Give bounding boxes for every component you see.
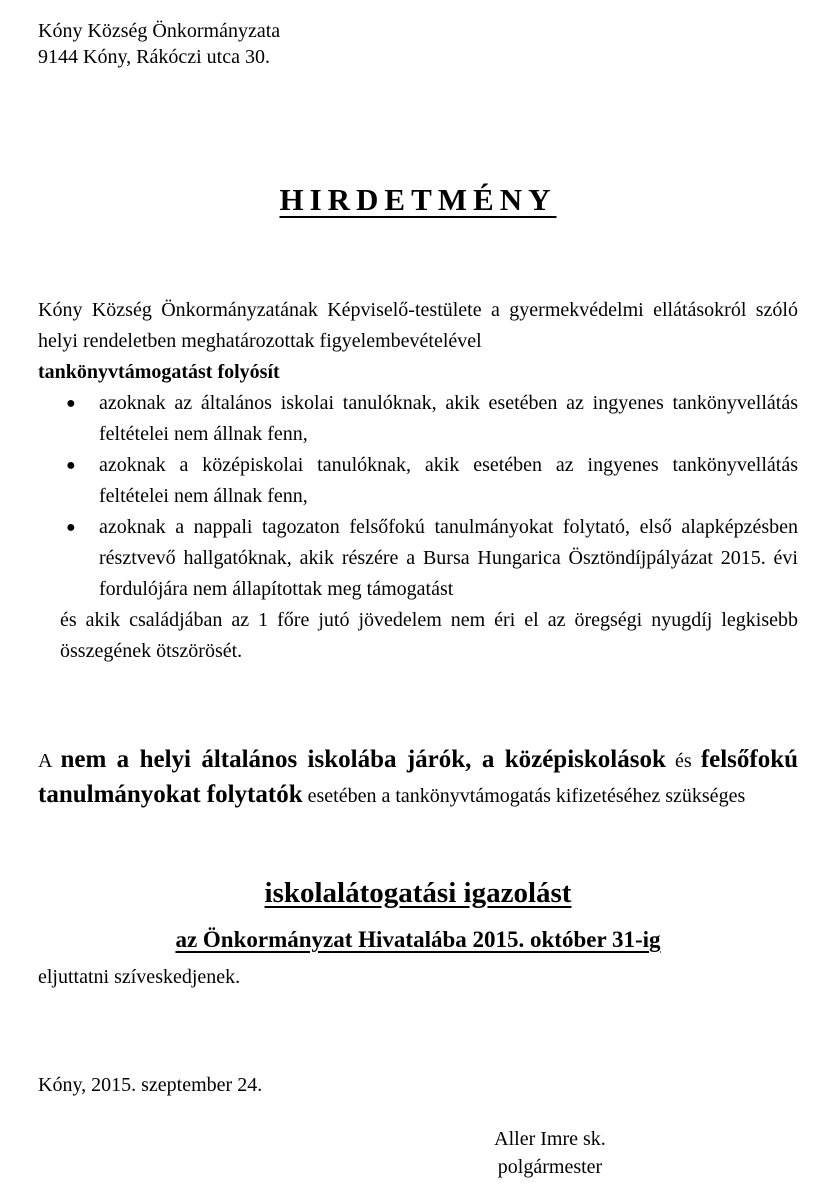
list-item	[38, 512, 798, 605]
org-name: Kóny Község Önkormányzata	[38, 20, 281, 42]
intro-paragraph	[38, 295, 798, 388]
intro-text: Kóny Község Önkormányzatának Képviselő-testülete a gyermekvédelmi ellátásokról szóló helyi rendeletben meghatározottak figyelembevételével	[38, 299, 798, 352]
notice-a: A	[38, 750, 52, 772]
signature-block	[460, 1125, 640, 1181]
closing-line: eljuttatni szíveskedjenek.	[38, 966, 241, 988]
bullet-icon: ●	[66, 395, 76, 412]
org-address: 9144 Kóny, Rákóczi utca 30.	[38, 46, 270, 68]
list-item-text: azoknak az általános iskolai tanulóknak, akik esetében az ingyenes tankönyvellátás feltételei nem állnak fenn,	[99, 392, 798, 445]
list-item-text: azoknak a középiskolai tanulóknak, akik esetében az ingyenes tankönyvellátás feltételei nem állnak fenn,	[99, 454, 798, 507]
continuation-paragraph: és akik családjában az 1 főre jutó jövedelem nem éri el az öregségi nyugdíj legkisebb összegének ötszörösét.	[60, 609, 798, 662]
letterhead	[38, 18, 280, 70]
signature-role: polgármester	[497, 1156, 603, 1178]
deadline-heading: az Önkormányzat Hivatalába 2015. október 31-ig	[175, 927, 661, 952]
main-body	[38, 295, 798, 667]
intro-bold-line: tankönyvtámogatást folyósít	[38, 361, 280, 383]
document-title	[0, 180, 836, 220]
bullet-icon: ●	[66, 457, 76, 474]
notice-es: és	[675, 750, 692, 772]
notice-rest: esetében a tankönyvtámogatás kifizetéséhez szükséges	[307, 785, 746, 807]
eligibility-list	[38, 388, 798, 605]
bullet-icon: ●	[66, 519, 76, 536]
list-item	[38, 388, 798, 450]
notice-paragraph	[38, 743, 798, 813]
title-text: HIRDETMÉNY	[279, 182, 557, 217]
notice-bold-2: felsőfokú tanulmányokat folytatók	[38, 746, 799, 808]
certificate-heading: iskolalátogatási igazolást	[264, 877, 572, 909]
signature-name: Aller Imre sk.	[494, 1128, 606, 1150]
notice-bold-1: nem a helyi általános iskolába járók, a középiskolások	[60, 746, 666, 773]
list-item-text: azoknak a nappali tagozaton felsőfokú tanulmányokat folytató, első alapképzésben résztvevő hallgatóknak, akik részére a Bursa Hungarica Ösztöndíjpályázat 2015. évi fordulójára nem állapítottak meg támogatást	[99, 516, 798, 600]
date-line: Kóny, 2015. szeptember 24.	[38, 1074, 263, 1096]
list-item	[38, 450, 798, 512]
